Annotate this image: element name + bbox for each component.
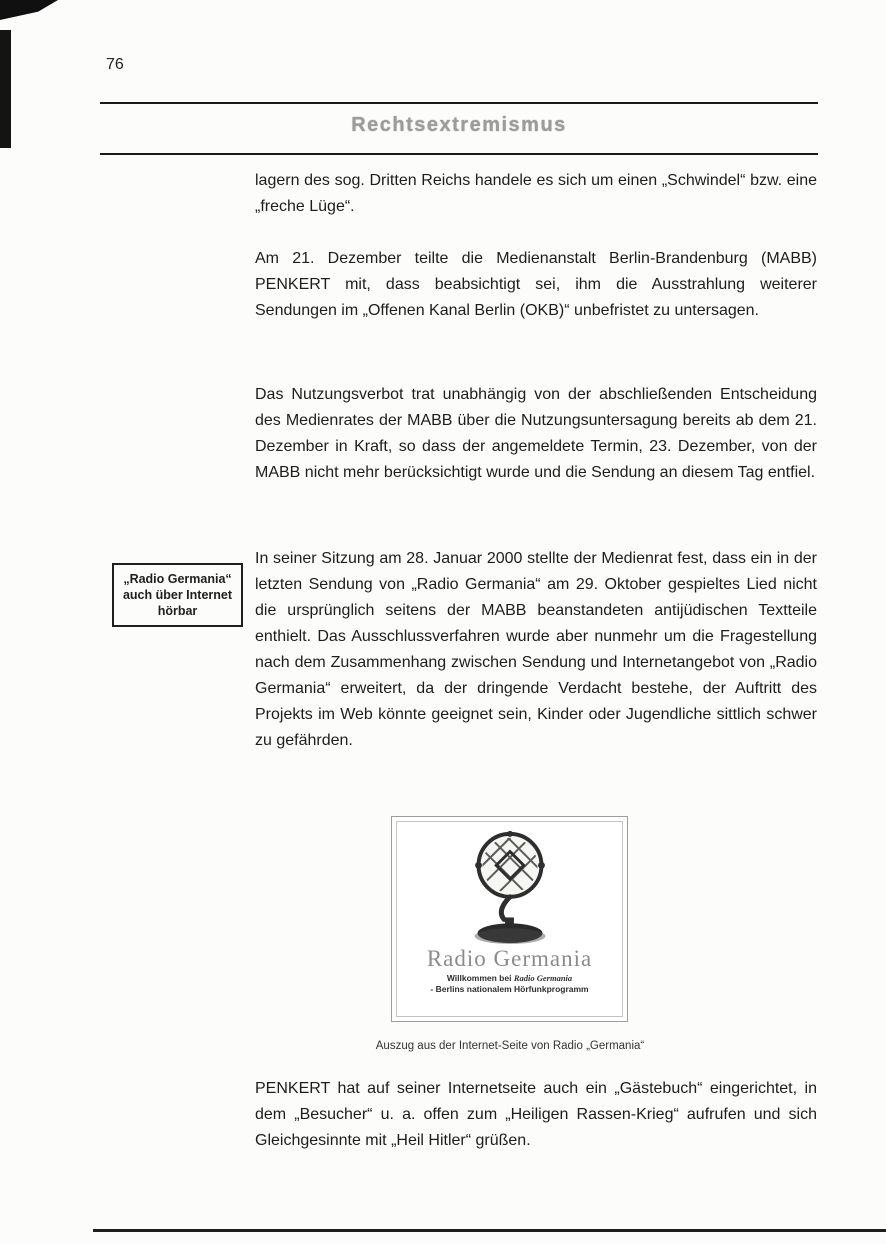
logo-subtitle-prefix: Willkommen bei [446, 973, 514, 983]
logo-subtitle-emphasis: Radio Germania [513, 973, 573, 983]
margin-note-box: „Radio Germania“ auch über Internet hörbar [112, 563, 243, 627]
logo-subtitle-line2: - Berlins nationalem Hörfunkprogramm [430, 984, 589, 994]
page-title: Rechtsextremismus [351, 114, 567, 136]
scan-artifact-corner [0, 0, 58, 20]
radio-germania-logo-image [391, 816, 628, 1022]
paragraph: PENKERT hat auf seiner Internetseite auch ein „Gästebuch“ eingerichtet, in dem „Besucher“ u. a. offen zum „Heiligen Rassen-Krieg“ aufrufen und sich Gleichgesinnte mit „Heil Hitler“ grüßen. [255, 1080, 817, 1149]
paragraph: Das Nutzungsverbot trat unabhängig von der abschließenden Entscheidung des Medienrates der MABB über die Nutzungsuntersagung bereits ab dem 21. Dezember in Kraft, so dass der angemeldete Termin, 23. Dezember, von der MABB nicht mehr berücksichtigt wurde und die Sendung an diesem Tag entfiel. [255, 386, 817, 481]
paragraph: Am 21. Dezember teilte die Medienanstalt Berlin-Brandenburg (MABB) PENKERT mit, dass beabsichtigt sei, ihm die Ausstrahlung weiterer Sendungen im „Offenen Kanal Berlin (OKB)“ unbefristet zu untersagen. [255, 250, 817, 319]
microphone-icon [451, 825, 569, 947]
logo-subtitle [430, 973, 588, 995]
figure-caption: Auszug aus der Internet-Seite von Radio „Germania“ [375, 1040, 645, 1052]
header-rule-top [100, 102, 818, 104]
page-number: 76 [106, 56, 124, 73]
paragraph: lagern des sog. Dritten Reichs handele es sich um einen „Schwindel“ bzw. eine „freche Lüge“. [255, 172, 817, 215]
header-rule-bottom [100, 153, 818, 155]
page-bottom-rule [93, 1229, 886, 1232]
logo-title: Radio Germania [426, 946, 593, 971]
logo-frame [396, 821, 623, 1017]
scan-artifact-edge-bar [0, 30, 11, 148]
paragraph: In seiner Sitzung am 28. Januar 2000 stellte der Medienrat fest, dass ein in der letzten Sendung von „Radio Germania“ am 29. Oktober gespieltes Lied nicht die ursprünglich seitens der MABB beanstandeten antijüdischen Textteile enthielt. Das Ausschlussverfahren wurde aber nunmehr um die Fragestellung nach dem Zusammenhang zwischen Sendung und Internetangebot von „Radio Germania“ erweitert, da der dringende Verdacht bestehe, der Auftritt des Projekts im Web könnte geeignet sein, Kinder oder Jugendliche sittlich schwer zu gefährden. [255, 550, 817, 749]
